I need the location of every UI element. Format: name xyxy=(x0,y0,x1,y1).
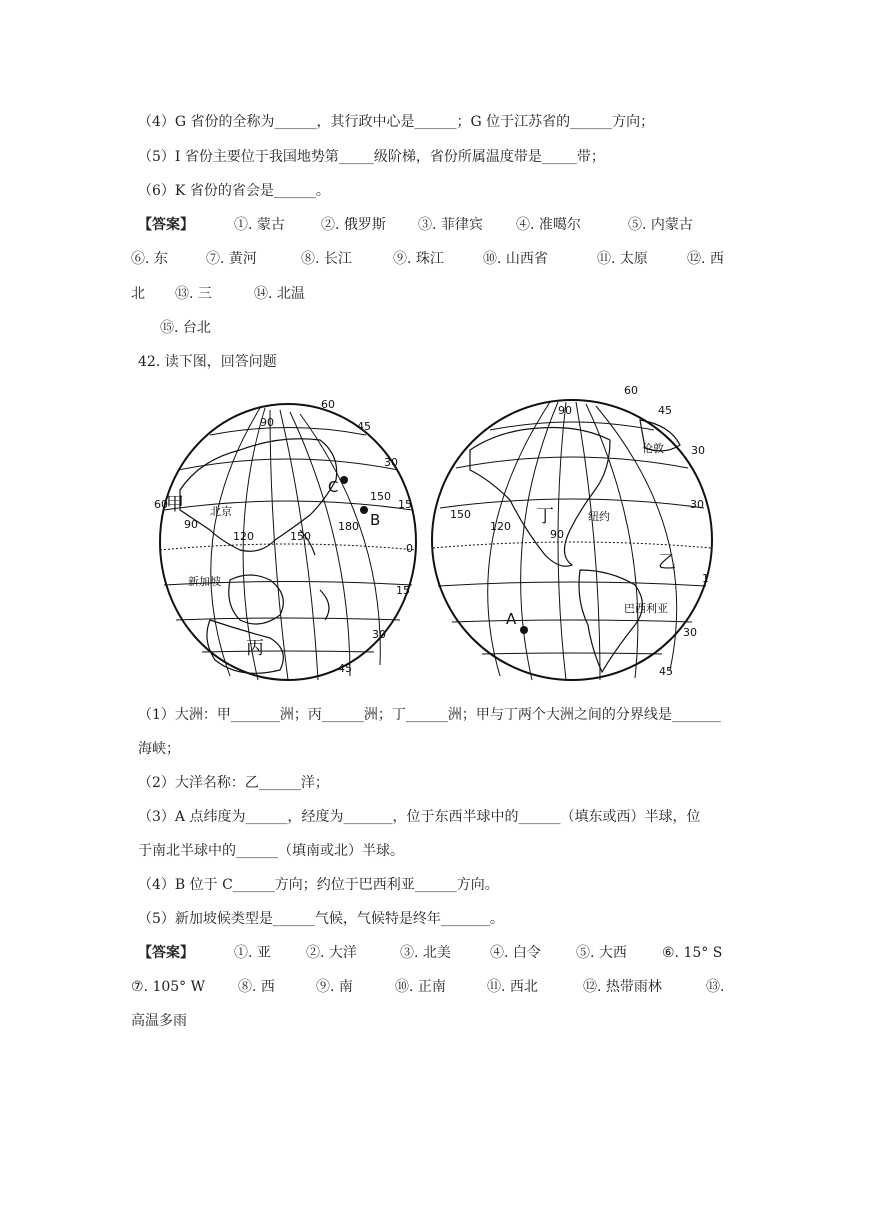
answer-item: ⑧. 西 xyxy=(238,979,275,995)
left-lat-label: 15 xyxy=(396,584,410,597)
answer-item: ③. 菲律宾 xyxy=(418,217,483,233)
bing-label: 丙 xyxy=(246,638,264,659)
answer41-row-1 xyxy=(138,215,738,235)
left-lat-label: 30 xyxy=(372,628,386,641)
point-b-marker xyxy=(360,506,368,514)
right-lat-label: 45 xyxy=(659,665,673,678)
point-c-marker xyxy=(340,476,348,484)
answer-item: ⑪. 太原 xyxy=(597,251,648,267)
q42-line-3b: 于南北半球中的______（填南或北）半球。 xyxy=(138,843,404,859)
answer-item: ⑦. 105° W xyxy=(131,979,206,995)
answer-label: 【答案】 xyxy=(138,217,194,233)
answer41-row-2 xyxy=(131,249,741,269)
answer-item: ⑦. 黄河 xyxy=(206,251,257,267)
yi-label: 乙 xyxy=(658,552,676,573)
answer-item: ⑩. 山西省 xyxy=(483,251,548,267)
answer-label: 【答案】 xyxy=(138,945,194,961)
left-lat-label: 30 xyxy=(384,456,398,469)
left-lon-label: 180 xyxy=(338,520,359,533)
ding-label: 丁 xyxy=(536,506,554,527)
q42-title: 42. 读下图，回答问题 xyxy=(138,354,277,370)
answer-item: ⑮. 台北 xyxy=(160,320,211,336)
globe-figure xyxy=(140,380,740,690)
left-lon-label: 90 xyxy=(184,518,198,531)
answer-item: ③. 北美 xyxy=(400,945,451,961)
q42-line-4: （4）B 位于 C______方向；约位于巴西利亚______方向。 xyxy=(138,877,499,893)
answer42-row-3: 高温多雨 xyxy=(131,1013,187,1029)
left-lat-label: 0 xyxy=(406,542,413,555)
answer-item: ⑨. 南 xyxy=(316,979,353,995)
lundun-label: 伦敦 xyxy=(642,442,664,455)
newyork-label: 纽约 xyxy=(588,510,610,523)
answer-item: ⑫. 热带雨林 xyxy=(583,979,662,995)
answer-item: ⑤. 内蒙古 xyxy=(628,217,693,233)
right-lat-label: 45 xyxy=(658,404,672,417)
answer-item: 北 xyxy=(131,286,145,302)
q41-line-5: （5）I 省份主要位于我国地势第_____级阶梯，省份所属温度带是_____带； xyxy=(138,149,605,165)
beijing-label: 北京 xyxy=(210,505,232,518)
point-b-label: B xyxy=(370,511,381,529)
answer41-row-4 xyxy=(160,318,360,338)
brasilia-label: 巴西利亚 xyxy=(624,602,668,615)
answer-item: ⑪. 西北 xyxy=(487,979,538,995)
answer41-row-3 xyxy=(131,284,431,304)
left-lat-label: 60 xyxy=(321,398,335,411)
answer-item: ①. 蒙古 xyxy=(234,217,285,233)
singapore-label: 新加坡 xyxy=(188,575,221,588)
answer-item: ⑬. xyxy=(706,979,725,995)
answer-item: ⑤. 大西 xyxy=(576,945,627,961)
answer-item: ②. 大洋 xyxy=(306,945,357,961)
left-lon-label: 120 xyxy=(233,530,254,543)
left-lon-label: 150 xyxy=(290,530,311,543)
right-lat-label: 30 xyxy=(691,444,705,457)
left-lon-label: 60 xyxy=(154,498,168,511)
answer-item: ⑭. 北温 xyxy=(254,286,305,302)
answer42-row-2 xyxy=(131,977,743,997)
answer-item: ④. 准噶尔 xyxy=(516,217,581,233)
answer-item: ①. 亚 xyxy=(234,945,271,961)
answer-item: ⑫. 西 xyxy=(687,251,724,267)
globe-map xyxy=(140,380,740,690)
answer-item: ⑥. 东 xyxy=(131,251,168,267)
q42-line-5: （5）新加坡候类型是______气候，气候特是终年_______。 xyxy=(138,911,504,927)
q42-line-1b: 海峡； xyxy=(138,741,180,757)
q42-line-2: （2）大洋名称：乙______洋； xyxy=(138,775,329,791)
answer-item: ⑨. 珠江 xyxy=(393,251,444,267)
right-lat-label: 1 xyxy=(702,572,709,585)
point-a-marker xyxy=(520,626,528,634)
right-lon-label: 150 xyxy=(450,508,471,521)
answer-item: ⑧. 长江 xyxy=(301,251,352,267)
left-pole-label: 90 xyxy=(260,416,274,429)
right-pole-label: 90 xyxy=(558,404,572,417)
q42-line-3: （3）A 点纬度为______，经度为_______，位于东西半球中的______（填东或西）半球，位 xyxy=(138,809,701,825)
left-lat-label: 15 xyxy=(398,498,412,511)
answer-item: ⑥. 15° S xyxy=(662,945,723,961)
point-a-label: A xyxy=(506,610,517,628)
q41-line-6: （6）K 省份的省会是______。 xyxy=(138,183,330,199)
q41-line-4: （4）G 省份的全称为______，其行政中心是______；G 位于江苏省的______方向； xyxy=(138,114,655,130)
right-lon-label: 120 xyxy=(490,520,511,533)
left-lon-label: 150 xyxy=(370,490,391,503)
answer-item: ④. 白令 xyxy=(490,945,541,961)
left-lat-label: 45 xyxy=(338,662,352,675)
point-c-label: C xyxy=(328,478,339,496)
answer42-row-1 xyxy=(138,943,743,963)
answer-item: ⑩. 正南 xyxy=(395,979,446,995)
answer-item: ⑬. 三 xyxy=(175,286,212,302)
jia-label: 甲 xyxy=(166,494,184,515)
right-lat-label: 30 xyxy=(683,626,697,639)
right-lat-label: 60 xyxy=(624,384,638,397)
left-lat-label: 45 xyxy=(357,420,371,433)
q42-line-1: （1）大洲：甲_______洲；丙______洲；丁______洲；甲与丁两个大洲之间的分界线是_______ xyxy=(138,707,721,723)
right-lat-label: 30 xyxy=(690,498,704,511)
answer-item: ②. 俄罗斯 xyxy=(321,217,386,233)
right-lon-label: 90 xyxy=(550,528,564,541)
